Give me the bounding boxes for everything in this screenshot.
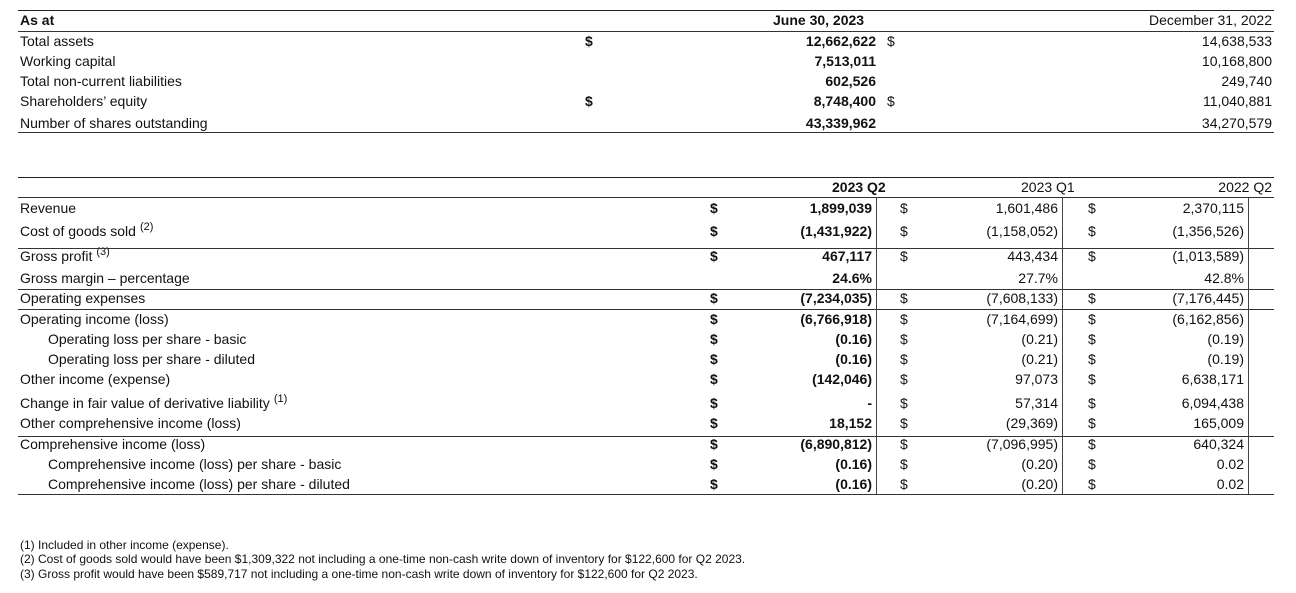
income-row-2023q2-value: (0.16) (835, 331, 872, 347)
income-row-label-text: Gross profit (20, 248, 93, 264)
income-bottom-rule (18, 494, 1274, 495)
dollar-sign: $ (710, 476, 718, 492)
income-row-2022q2-value: (1,013,589) (1172, 248, 1244, 264)
income-top-rule (18, 177, 1274, 178)
income-header-2022q2: 2022 Q2 (1218, 179, 1272, 195)
income-row-2022q2-value: 6,094,438 (1181, 395, 1244, 411)
footnote-1: (1) Included in other income (expense). (20, 538, 229, 552)
dollar-sign: $ (887, 33, 895, 49)
dollar-sign: $ (585, 93, 593, 109)
income-row-label (48, 330, 246, 348)
dollar-sign: $ (900, 371, 908, 387)
dollar-sign: $ (1088, 290, 1096, 306)
col-divider-2 (1062, 198, 1063, 494)
footnote-reference: (2) (139, 221, 154, 234)
income-row-2022q2-value: 6,638,171 (1181, 371, 1244, 387)
income-row-2023q1-value: 443,434 (1007, 248, 1058, 264)
dollar-sign: $ (900, 351, 908, 367)
dollar-sign: $ (900, 248, 908, 264)
income-row-2023q2-value: 24.6% (832, 270, 872, 286)
balance-top-rule (18, 10, 1274, 11)
income-row-2023q2-value: 1,899,039 (809, 200, 872, 216)
income-row-2023q2-value: 18,152 (829, 415, 872, 431)
balance-row-december-value: 14,638,533 (1201, 33, 1272, 49)
footnote-2: (2) Cost of goods sold would have been $1,309,322 not including a one-time non-cash write down of inventory for $122,600 for Q2 2023. (20, 552, 746, 566)
dollar-sign: $ (710, 456, 718, 472)
balance-row-june-value: 602,526 (825, 73, 876, 89)
income-row-2023q1-value: (7,608,133) (986, 290, 1058, 306)
footnote-reference: (1) (273, 393, 288, 406)
income-row-label-text: Operating expenses (20, 290, 146, 306)
balance-row-label: Total non-current liabilities (20, 73, 182, 89)
income-row-label-text: Other income (expense) (20, 371, 171, 387)
income-header-rule (18, 197, 1274, 198)
income-row-label-text: Comprehensive income (loss) per share - diluted (48, 476, 350, 492)
dollar-sign: $ (900, 456, 908, 472)
dollar-sign: $ (710, 415, 718, 431)
income-row-2022q2-value: 42.8% (1204, 270, 1244, 286)
balance-row-december-value: 11,040,881 (1202, 93, 1272, 109)
income-row-2023q2-value: (142,046) (812, 371, 872, 387)
income-row-2023q2-value: - (867, 395, 872, 411)
dollar-sign: $ (1088, 331, 1096, 347)
dollar-sign: $ (1088, 436, 1096, 452)
income-row-label (48, 475, 350, 493)
balance-row-december-value: 249,740 (1221, 73, 1272, 89)
income-header-2023q1: 2023 Q1 (1021, 179, 1075, 195)
balance-row-label: Number of shares outstanding (20, 115, 208, 131)
income-row-2023q1-value: (0.20) (1021, 476, 1058, 492)
income-row-label-text: Operating loss per share - basic (48, 331, 247, 347)
income-row-label-text: Cost of goods sold (20, 223, 136, 239)
dollar-sign: $ (900, 415, 908, 431)
income-row-2022q2-value: (1,356,526) (1172, 223, 1244, 239)
income-row-2022q2-value: (0.19) (1207, 331, 1244, 347)
income-row-label (20, 310, 169, 328)
col-divider-3 (1248, 198, 1249, 494)
income-rule-gross (18, 248, 1274, 249)
income-row-2023q1-value: 57,314 (1015, 395, 1058, 411)
dollar-sign: $ (710, 290, 718, 306)
dollar-sign: $ (710, 331, 718, 347)
balance-row-december-value: 10,168,800 (1201, 53, 1272, 69)
dollar-sign: $ (900, 311, 908, 327)
income-row-2023q2-value: (0.16) (835, 351, 872, 367)
balance-bottom-rule (18, 132, 1274, 133)
dollar-sign: $ (585, 33, 593, 49)
footnote-reference: (3) (96, 246, 110, 259)
income-row-label (20, 370, 170, 388)
income-row-label (20, 199, 76, 217)
dollar-sign: $ (710, 200, 718, 216)
income-row-2022q2-value: 165,009 (1193, 415, 1244, 431)
income-row-label-text: Gross margin – percentage (20, 270, 190, 286)
income-row-2023q1-value: (0.21) (1021, 351, 1058, 367)
income-row-2023q1-value: 1,601,486 (995, 200, 1058, 216)
dollar-sign: $ (1088, 223, 1096, 239)
balance-row-june-value: 7,513,011 (814, 53, 876, 69)
income-row-label (20, 394, 287, 412)
dollar-sign: $ (900, 476, 908, 492)
dollar-sign: $ (710, 371, 718, 387)
income-row-2023q1-value: 97,073 (1015, 371, 1058, 387)
dollar-sign: $ (887, 93, 895, 109)
income-row-label (20, 414, 241, 432)
income-header-2023q2: 2023 Q2 (832, 179, 886, 195)
income-row-2023q1-value: (7,164,699) (986, 311, 1058, 327)
income-row-2023q1-value: (29,369) (1005, 415, 1058, 431)
income-row-2023q1-value: (0.20) (1021, 456, 1058, 472)
dollar-sign: $ (900, 331, 908, 347)
income-row-2023q1-value: 27.7% (1018, 270, 1058, 286)
income-row-2023q2-value: (7,234,035) (800, 290, 872, 306)
income-row-2022q2-value: 640,324 (1193, 436, 1244, 452)
income-row-label (48, 350, 255, 368)
balance-row-december-value: 34,270,579 (1201, 115, 1272, 131)
income-row-label-text: Operating income (loss) (20, 311, 169, 327)
dollar-sign: $ (710, 351, 718, 367)
income-rule-opex (18, 289, 1274, 290)
balance-row-label: Total assets (20, 33, 94, 49)
income-row-label (20, 435, 205, 453)
income-row-2023q2-value: (6,766,918) (800, 311, 872, 327)
balance-header-label: As at (20, 12, 55, 28)
dollar-sign: $ (900, 436, 908, 452)
dollar-sign: $ (1088, 351, 1096, 367)
income-row-label (48, 455, 341, 473)
dollar-sign: $ (710, 311, 718, 327)
dollar-sign: $ (1088, 476, 1096, 492)
balance-row-june-value: 43,339,962 (805, 115, 876, 131)
dollar-sign: $ (1088, 248, 1096, 264)
income-row-label-text: Change in fair value of derivative liability (20, 395, 270, 411)
col-divider-1 (876, 198, 877, 494)
dollar-sign: $ (710, 248, 718, 264)
balance-row-label: Shareholders’ equity (20, 93, 148, 109)
balance-row-june-value: 12,662,622 (805, 33, 876, 49)
dollar-sign: $ (1088, 311, 1096, 327)
dollar-sign: $ (1088, 456, 1096, 472)
income-row-label-text: Revenue (20, 200, 77, 216)
dollar-sign: $ (900, 223, 908, 239)
footnote-3: (3) Gross profit would have been $589,717 not including a one-time non-cash write down of inventory for $122,600 for Q2 2023. (20, 567, 698, 581)
dollar-sign: $ (1088, 415, 1096, 431)
dollar-sign: $ (710, 395, 718, 411)
income-row-2023q2-value: (0.16) (835, 456, 872, 472)
balance-header-december: December 31, 2022 (1149, 12, 1272, 28)
dollar-sign: $ (1088, 371, 1096, 387)
income-row-label-text: Comprehensive income (loss) (20, 436, 206, 452)
dollar-sign: $ (1088, 200, 1096, 216)
income-row-label-text: Other comprehensive income (loss) (20, 415, 241, 431)
income-row-2022q2-value: (7,176,445) (1172, 290, 1244, 306)
income-row-2023q1-value: (1,158,052) (986, 223, 1058, 239)
income-rule-opinc (18, 309, 1274, 310)
balance-header-rule (18, 31, 1274, 32)
dollar-sign: $ (900, 395, 908, 411)
balance-header-june: June 30, 2023 (773, 12, 865, 28)
income-row-2022q2-value: 0.02 (1216, 456, 1244, 472)
income-row-label (20, 222, 153, 240)
income-row-2023q2-value: (1,431,922) (800, 223, 872, 239)
income-row-2023q1-value: (7,096,995) (986, 436, 1058, 452)
income-row-label (20, 289, 145, 307)
income-row-label-text: Operating loss per share - diluted (48, 351, 255, 367)
income-row-label (20, 247, 110, 265)
income-rule-comp (18, 436, 1274, 437)
dollar-sign: $ (710, 436, 718, 452)
dollar-sign: $ (710, 223, 718, 239)
balance-row-label: Working capital (20, 53, 116, 69)
dollar-sign: $ (900, 200, 908, 216)
income-row-label (20, 269, 190, 287)
dollar-sign: $ (1088, 395, 1096, 411)
income-row-2022q2-value: (6,162,856) (1172, 311, 1244, 327)
income-row-2023q2-value: (6,890,812) (800, 436, 872, 452)
income-row-2022q2-value: (0.19) (1207, 351, 1244, 367)
income-row-label-text: Comprehensive income (loss) per share - basic (48, 456, 342, 472)
balance-row-june-value: 8,748,400 (813, 93, 876, 109)
income-row-2023q2-value: 467,117 (822, 248, 872, 264)
income-row-2022q2-value: 2,370,115 (1182, 200, 1244, 216)
income-row-2022q2-value: 0.02 (1216, 476, 1244, 492)
income-row-2023q2-value: (0.16) (835, 476, 872, 492)
income-row-2023q1-value: (0.21) (1021, 331, 1058, 347)
dollar-sign: $ (900, 290, 908, 306)
